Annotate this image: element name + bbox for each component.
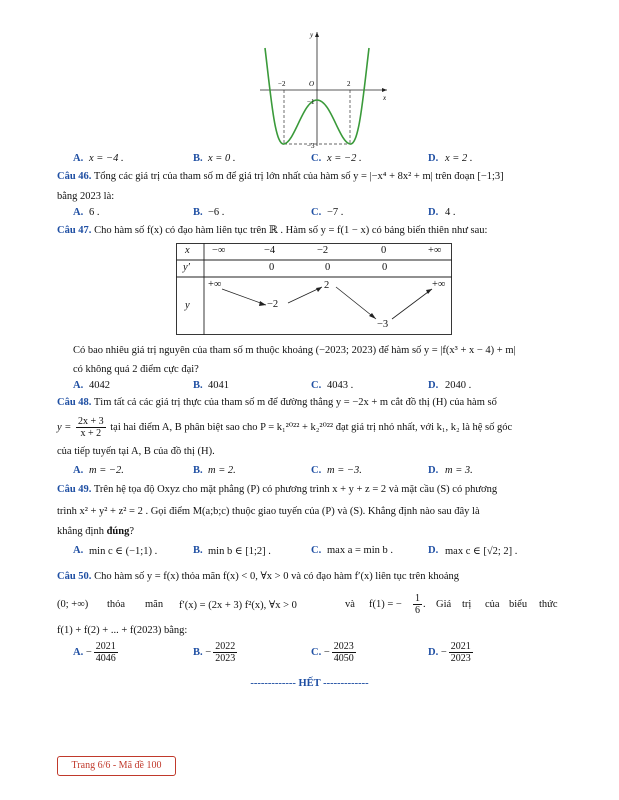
q47-option-a-label: A. — [73, 380, 84, 391]
q50-line2-a: (0; +∞) — [57, 599, 89, 610]
q50-line2-h: Giá — [436, 599, 452, 610]
q48-option-a: m = −2. — [89, 465, 124, 476]
graph-tick-2: 2 — [347, 80, 351, 88]
q46-label: Câu 46. — [57, 171, 92, 182]
table-y-1: −2 — [267, 299, 279, 310]
table-y-head: y — [185, 300, 190, 311]
q45-option-d-label: D. — [428, 153, 439, 164]
q50-line2-j: của — [485, 599, 500, 610]
q48-text3: của tiếp tuyến tại A, B của đồ thị (H). — [57, 446, 215, 457]
q49-line1 — [57, 484, 497, 495]
q50-line1 — [57, 570, 459, 582]
q50-line2-d: f′(x) = (2x + 3) f²(x), ∀x > 0 — [179, 600, 297, 611]
q49-label: Câu 49. — [57, 484, 92, 495]
q50-line2-k: biểu — [509, 599, 528, 610]
q49-option-d: max c ∈ [√2; 2] . — [445, 546, 518, 557]
q50-option-b-num: 2022 — [215, 641, 236, 652]
q46-option-d: 4 . — [445, 207, 456, 218]
q46-line1 — [57, 171, 504, 182]
q45-option-a-label: A. — [73, 153, 84, 164]
q50-label: Câu 50. — [57, 571, 92, 582]
graph-origin: O — [309, 80, 315, 88]
q49-option-c: max a = min b . — [327, 545, 393, 556]
q46-option-a-label: A. — [73, 207, 84, 218]
q49-text3-a: khẳng định — [57, 526, 107, 537]
q48-option-b-label: B. — [193, 465, 203, 476]
q50-line2-c: mãn — [145, 599, 164, 610]
q50-option-c — [311, 641, 358, 664]
q46-option-c-label: C. — [311, 207, 322, 218]
q47-text2: Có bao nhiêu giá trị nguyên của tham số m thuộc khoảng (−2023; 2023) để hàm số y = |f(x³ + x − 4) + m| — [73, 345, 516, 356]
q49-text2: trình x² + y² + z² = 2 . Gọi điểm M(a;b;c) thuộc giao tuyến của (P) và (S). Khẳng định nào sau đây là — [57, 506, 480, 517]
table-x-2: −2 — [317, 245, 329, 256]
q49-option-b-label: B. — [193, 545, 203, 556]
q48-y-eq: y = — [57, 421, 72, 433]
q50-option-c-num: 2023 — [333, 641, 354, 652]
q48-frac-den: x + 2 — [80, 428, 102, 439]
table-yp-2: 0 — [382, 262, 388, 273]
q46-option-d-label: D. — [428, 207, 439, 218]
q45-option-b-label: B. — [193, 153, 203, 164]
q45-option-c: x = −2 . — [327, 153, 362, 164]
q45-option-c-label: C. — [311, 153, 322, 164]
q47-label: Câu 47. — [57, 225, 92, 236]
q50-option-a-den: 4046 — [95, 653, 116, 664]
q47-option-c: 4043 . — [327, 380, 354, 391]
q48-label: Câu 48. — [57, 397, 92, 408]
q47-line1 — [57, 224, 487, 236]
table-y-0: +∞ — [208, 279, 222, 290]
q50-option-a-num: 2021 — [95, 641, 116, 652]
q50-line2-g: . — [423, 599, 426, 610]
q49-option-a: min c ∈ (−1;1) . — [89, 546, 158, 557]
q47-option-d: 2040 . — [445, 380, 472, 391]
page-footer: Trang 6/6 - Mã đề 100 — [57, 756, 176, 776]
q50-option-c-sign: − — [323, 646, 330, 658]
q49-text: Trên hệ tọa độ Oxyz cho mặt phẳng (P) có phương trình x + y + z = 2 và mặt cầu (S) có phương — [93, 484, 498, 495]
q48-option-b: m = 2. — [208, 465, 236, 476]
q46-option-b-label: B. — [193, 207, 203, 218]
q49-option-b: min b ∈ [1;2] . — [208, 546, 271, 557]
q49-text3-c: ? — [129, 526, 135, 537]
q50-option-d-den: 2023 — [450, 653, 471, 664]
q50-line2-f: f(1) = − — [369, 599, 402, 610]
q50-line2-e: và — [345, 599, 355, 610]
graph-tick-neg2: −2 — [278, 80, 286, 88]
q50-option-d-num: 2021 — [450, 641, 471, 652]
q50-line2 — [57, 593, 562, 621]
table-yp-0: 0 — [269, 262, 275, 273]
q48-option-d-label: D. — [428, 465, 439, 476]
q50-text: Cho hàm số y = f(x) thỏa mãn f(x) < 0, ∀x > 0 và có đạo hàm f′(x) liên tục trên khoảng — [94, 571, 459, 582]
q46-option-a: 6 . — [89, 207, 100, 218]
q49-line3 — [57, 526, 134, 537]
q50-option-d-label: D. — [428, 646, 439, 658]
table-x-0: −∞ — [212, 245, 226, 256]
q45-option-d: x = 2 . — [445, 153, 473, 164]
end-marker: ------------- HẾT ------------- — [250, 678, 369, 689]
q46-option-c: −7 . — [327, 207, 344, 218]
q48-option-a-label: A. — [73, 465, 84, 476]
q48-frac-num: 2x + 3 — [78, 416, 104, 427]
q48-fraction — [76, 416, 106, 439]
graph-x-label: x — [383, 94, 387, 102]
table-x-head: x — [185, 245, 190, 256]
q45-option-a: x = −4 . — [89, 153, 124, 164]
graph-tick-neg1: −1 — [307, 98, 315, 106]
q47-option-b-label: B. — [193, 380, 203, 391]
q47-option-b: 4041 — [208, 380, 229, 391]
q47-option-a: 4042 — [89, 380, 110, 391]
q50-option-b-sign: − — [205, 646, 212, 658]
q50-line2-fraction — [413, 593, 422, 616]
q50-option-a — [73, 641, 120, 664]
q50-option-a-sign: − — [85, 646, 92, 658]
table-y-4: +∞ — [432, 279, 446, 290]
q49-option-c-label: C. — [311, 545, 322, 556]
table-x-1: −4 — [264, 245, 276, 256]
table-y-2: 2 — [324, 280, 330, 291]
q50-option-c-den: 4050 — [333, 653, 354, 664]
q49-option-d-label: D. — [428, 545, 439, 556]
q50-options — [73, 641, 573, 673]
q50-option-b — [193, 641, 239, 664]
graph-y-label: y — [310, 31, 314, 39]
q49-text3-b: đúng — [106, 526, 130, 537]
q48-line2 — [57, 416, 512, 439]
q48-option-d: m = 3. — [445, 465, 473, 476]
q45-option-b: x = 0 . — [208, 153, 236, 164]
q50-option-d — [428, 641, 475, 664]
q48-line1 — [57, 397, 497, 408]
table-yp-1: 0 — [325, 262, 331, 273]
table-x-4: +∞ — [428, 245, 442, 256]
q50-line2-i: trị — [462, 599, 472, 610]
q50-text3: f(1) + f(2) + ... + f(2023) bằng: — [57, 625, 188, 636]
q46-text: Tổng các giá trị của tham số m để giá trị lớn nhất của hàm số y = |−x⁴ + 8x² + m| trên đoạn [−1;3] — [93, 171, 504, 182]
table-y-3: −3 — [377, 319, 389, 330]
variation-table — [176, 243, 452, 335]
q48-text: Tìm tất cả các giá trị thực của tham số m để đường thẳng y = −2x + m cắt đồ thị (H) của hàm số — [93, 397, 497, 408]
q48-text2: tại hai điểm A, B phân biệt sao cho P = k₁²⁰²² + k₂²⁰²² đạt giá trị nhỏ nhất, với k₁, k₂ là hệ số góc — [110, 421, 513, 433]
q50-line2-b: thỏa — [107, 599, 126, 610]
q50-option-d-sign: − — [440, 646, 447, 658]
q46-text2: bằng 2023 là: — [57, 191, 115, 202]
q48-option-c: m = −3. — [327, 465, 362, 476]
q50-line2-frac-den: 6 — [415, 605, 420, 616]
q50-option-a-label: A. — [73, 646, 84, 658]
q48-option-c-label: C. — [311, 465, 322, 476]
function-graph — [255, 28, 395, 150]
q47-text: Cho hàm số f(x) có đạo hàm liên tục trên ℝ . Hàm số y = f(1 − x) có bảng biến thiên như sau: — [94, 225, 488, 236]
q50-option-c-label: C. — [311, 646, 322, 658]
q50-line2-l: thức — [539, 599, 558, 610]
table-x-3: 0 — [381, 245, 387, 256]
q46-option-b: −6 . — [208, 207, 225, 218]
graph-tick-neg3: −3 — [307, 142, 315, 150]
q47-text3: có không quá 2 điểm cực đại? — [73, 364, 199, 375]
table-yp-head: y′ — [183, 262, 190, 273]
q50-option-b-den: 2023 — [215, 653, 236, 664]
q50-line2-frac-num: 1 — [415, 593, 420, 604]
q47-option-d-label: D. — [428, 380, 439, 391]
q49-option-a-label: A. — [73, 545, 84, 556]
q50-option-b-label: B. — [193, 646, 203, 658]
q47-option-c-label: C. — [311, 380, 322, 391]
